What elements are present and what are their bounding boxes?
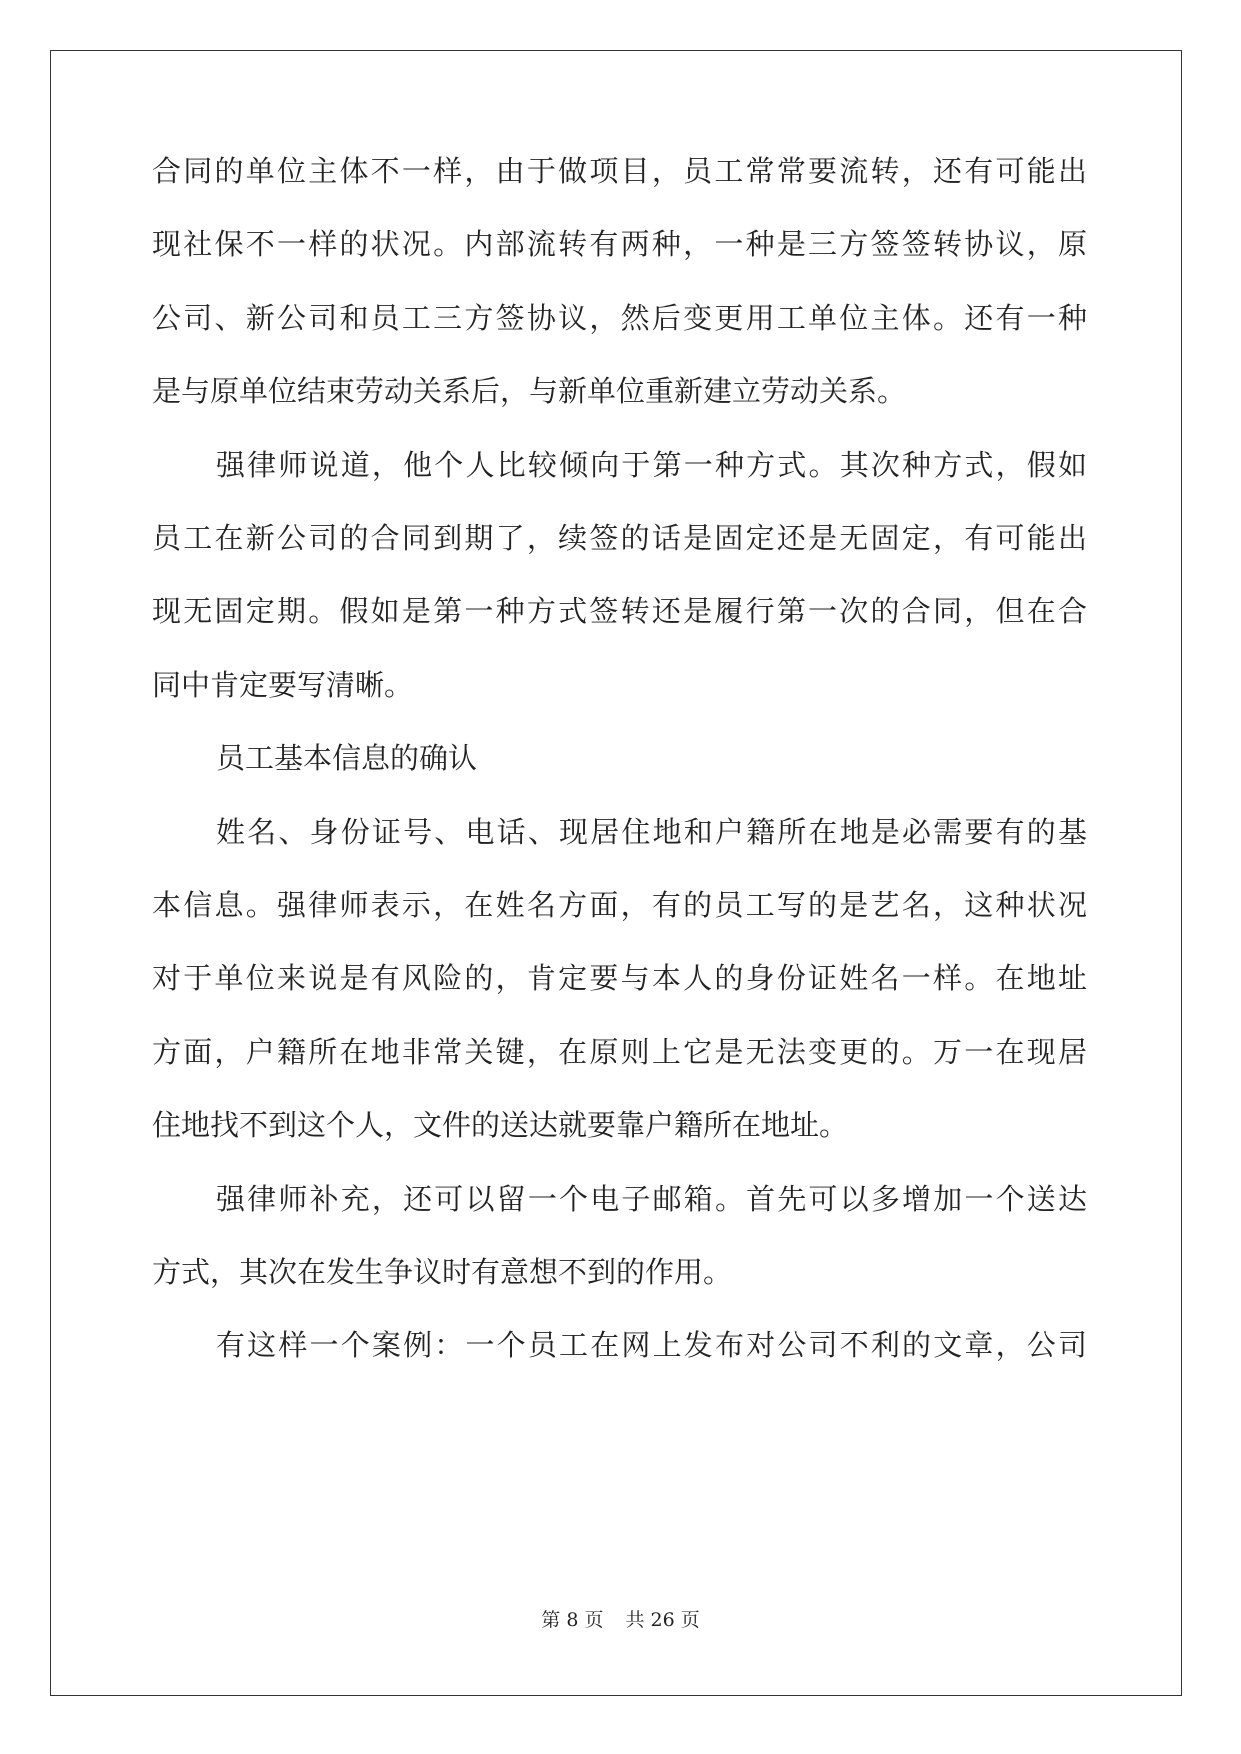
text-line: 有这样一个案例：一个员工在网上发布对公司不利的文章，公司 xyxy=(216,1328,1087,1363)
text-line: 对于单位来说是有风险的，肯定要与本人的身份证姓名一样。在地址 xyxy=(152,961,1087,996)
text-line: 方式，其次在发生争议时有意想不到的作用。 xyxy=(152,1255,733,1289)
text-line: 同中肯定要写清晰。 xyxy=(152,667,414,702)
text-line: 方面，户籍所在地非常关键，在原则上它是无法变更的。万一在现居 xyxy=(152,1034,1087,1069)
text-line: 强律师说道，他个人比较倾向于第一种方式。其次种方式，假如 xyxy=(216,447,1087,482)
text-line: 住地找不到这个人，文件的送达就要靠户籍所在地址。 xyxy=(152,1108,849,1143)
text-line: 合同的单位主体不一样，由于做项目，员工常常要流转，还有可能出 xyxy=(152,154,1087,188)
text-line: 姓名、身份证号、电话、现居住地和户籍所在地是必需要有的基 xyxy=(216,814,1087,849)
page-footer xyxy=(0,1608,1241,1632)
text-line: 公司、新公司和员工三方签协议，然后变更用工单位主体。还有一种 xyxy=(152,300,1087,335)
text-line: 本信息。强律师表示，在姓名方面，有的员工写的是艺名，这种状况 xyxy=(152,888,1087,922)
text-line: 强律师补充，还可以留一个电子邮箱。首先可以多增加一个送达 xyxy=(216,1181,1087,1216)
text-line: 现无固定期。假如是第一种方式签转还是履行第一次的合同，但在合 xyxy=(152,594,1087,629)
text-line: 员工在新公司的合同到期了，续签的话是固定还是无固定，有可能出 xyxy=(152,521,1087,555)
section-heading: 员工基本信息的确认 xyxy=(216,741,478,776)
page-total: 共 26 页 xyxy=(625,1609,700,1631)
text-line: 现社保不一样的状况。内部流转有两种，一种是三方签签转协议，原 xyxy=(152,227,1087,262)
text-line: 是与原单位结束劳动关系后，与新单位重新建立劳动关系。 xyxy=(152,374,907,409)
page-number: 第 8 页 xyxy=(541,1609,604,1631)
